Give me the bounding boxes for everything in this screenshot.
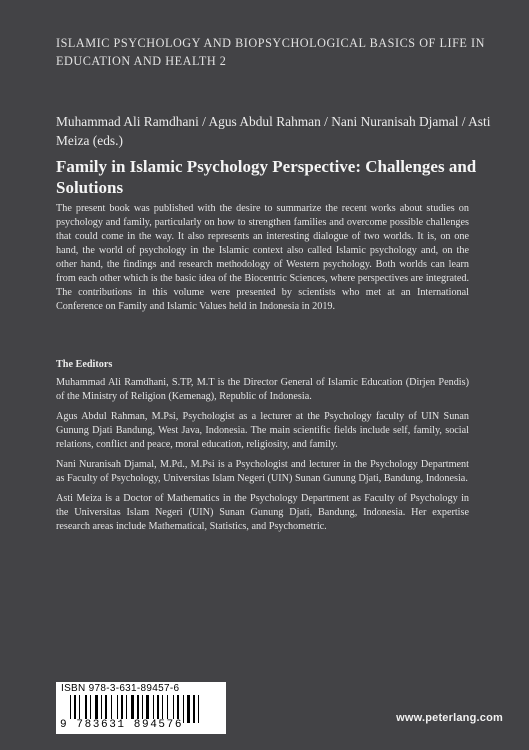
isbn-barcode (56, 682, 226, 734)
barcode-bar (198, 695, 199, 723)
isbn-label: ISBN 978-3-631-89457-6 (61, 683, 180, 694)
publisher-website: www.peterlang.com (396, 712, 503, 724)
barcode-bar (187, 695, 190, 723)
editor-bios (56, 376, 469, 540)
editor-bio-meiza: Asti Meiza is a Doctor of Mathematics in the Psychology Department as Faculty of Psychology in the Universitas Islam Negeri (UIN) Sunan Gunung Djati, Bandung, Indonesia. Her expertise research areas include Mathematical, Statistics, and Psychometric. (56, 493, 469, 533)
barcode-digits: 9 783631 894576 (60, 719, 184, 731)
series-title: ISLAMIC PSYCHOLOGY AND BIOPSYCHOLOGICAL BASICS OF LIFE IN EDUCATION AND HEALTH 2 (56, 36, 485, 68)
barcode-bar (193, 695, 195, 723)
editor-bio-rahman: Agus Abdul Rahman, M.Psi, Psychologist as a lecturer at the Psychology faculty of UIN Sunan Gunung Djati Bandung, West Java, Indonesia. The main scientific fields include self, family, social relations, conflict and peace, moral education, religiosity, and family. (56, 411, 469, 451)
editors-line: Muhammad Ali Ramdhani / Agus Abdul Rahman / Nani Nuranisah Djamal / Asti Meiza (eds.) (56, 114, 491, 148)
book-title: Family in Islamic Psychology Perspective: Challenges and Solutions (56, 157, 477, 197)
editor-bio-djamal: Nani Nuranisah Djamal, M.Pd., M.Psi is a Psychologist and lecturer in the Psychology Department as Faculty of Psychology, Universitas Islam Negeri (UIN) Sunan Gunung Djati, Bandung, Indonesia. (56, 459, 469, 485)
barcode-bar (183, 695, 184, 723)
book-blurb: The present book was published with the desire to summarize the recent works about studies on psychology and family, particularly on how to strengthen families and overcome possible challenges that could come in the way. It also represents an interesting dialogue of two worlds. It is, on one hand, the world of psychology in the Islamic context also called Islamic psychology and, on the other hand, the findings and research methodology of Western psychology. Both worlds can learn from each other which is the basic idea of the Biocentric Sciences, where perspectives are integrated. The contributions in this volume were presented by scientists who met at an International Conference on Family and Islamic Values held in Indonesia in 2019. (56, 203, 469, 313)
editor-bio-ramdhani: Muhammad Ali Ramdhani, S.TP, M.T is the Director General of Islamic Education (Dirjen Pendis) of the Ministry of Religion (Kemenag), Republic of Indonesia. (56, 377, 469, 403)
editors-heading: The Eeditors (56, 359, 113, 370)
